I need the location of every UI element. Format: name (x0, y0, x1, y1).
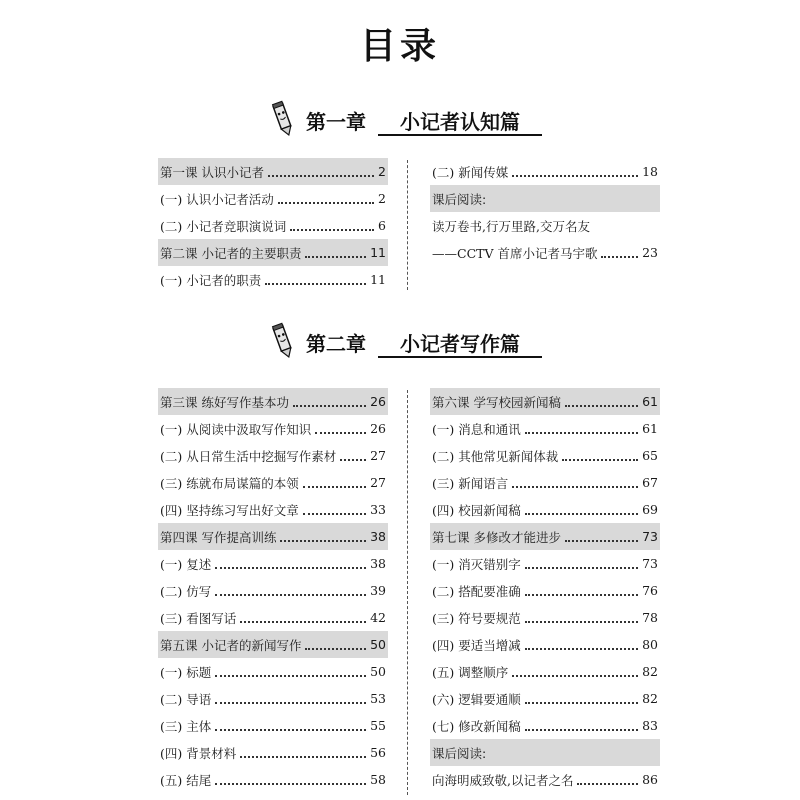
entry-page: 83 (642, 718, 658, 733)
entry-title: (一) 复述 (160, 556, 212, 572)
entry-title: 第一课 认识小记者 (160, 164, 264, 180)
toc-entry-lesson[interactable] (158, 239, 388, 266)
toc-entry[interactable] (158, 739, 388, 766)
chapter-name: 小记者认知篇 (400, 110, 520, 134)
column-divider (407, 160, 408, 290)
chapter-underline (378, 356, 542, 358)
entry-title: (三) 练就布局谋篇的本领 (160, 475, 299, 491)
toc-entry[interactable] (430, 469, 660, 496)
entry-page: 38 (370, 556, 386, 571)
column-divider (407, 390, 408, 795)
entry-title: (二) 搭配要准确 (432, 583, 521, 599)
toc-entry[interactable] (430, 239, 660, 266)
entry-title: (三) 主体 (160, 718, 212, 734)
chapter-number: 第二章 (306, 332, 366, 356)
chapter-name: 小记者写作篇 (400, 332, 520, 356)
after-class-reading-label (430, 739, 660, 766)
entry-title: (四) 校园新闻稿 (432, 502, 521, 518)
toc-entry-lesson[interactable] (430, 523, 660, 550)
entry-page: 23 (642, 245, 658, 260)
entry-title: (二) 新闻传媒 (432, 164, 509, 180)
toc-entry[interactable] (430, 550, 660, 577)
entry-page: 73 (642, 529, 658, 544)
entry-page: 56 (370, 745, 386, 760)
entry-page: 11 (370, 245, 386, 260)
entry-title: (二) 其他常见新闻体裁 (432, 448, 559, 464)
entry-page: 33 (370, 502, 386, 517)
entry-page: 50 (370, 664, 386, 679)
entry-title: (四) 要适当增减 (432, 637, 521, 653)
entry-page: 6 (378, 218, 386, 233)
entry-page: 73 (642, 556, 658, 571)
entry-title: (一) 消息和通讯 (432, 421, 521, 437)
entry-title: (一) 标题 (160, 664, 212, 680)
entry-page: 58 (370, 772, 386, 787)
toc-entry[interactable] (158, 442, 388, 469)
entry-title: (五) 调整顺序 (432, 664, 509, 680)
entry-page: 80 (642, 637, 658, 652)
toc-entry[interactable] (158, 185, 388, 212)
entry-page: 38 (370, 529, 386, 544)
toc-entry[interactable] (158, 212, 388, 239)
entry-title: (一) 消灭错别字 (432, 556, 521, 572)
toc-entry[interactable] (158, 577, 388, 604)
toc-entry[interactable] (430, 158, 660, 185)
after-class-reading-label (430, 185, 660, 212)
entry-page: 69 (642, 502, 658, 517)
toc-entry[interactable] (430, 766, 660, 793)
toc-entry[interactable] (430, 685, 660, 712)
entry-page: 27 (370, 448, 386, 463)
page-title: 目录 (359, 26, 440, 67)
entry-title: 课后阅读: (432, 191, 487, 207)
toc-entry[interactable] (430, 604, 660, 631)
toc-entry[interactable] (158, 415, 388, 442)
toc-entry-text[interactable] (430, 212, 660, 239)
entry-title: (六) 逻辑要通顺 (432, 691, 521, 707)
entry-page: 42 (370, 610, 386, 625)
entry-title: (一) 小记者的职责 (160, 272, 262, 288)
entry-page: 2 (378, 191, 386, 206)
entry-title: (一) 从阅读中汲取写作知识 (160, 421, 312, 437)
toc-entry[interactable] (158, 496, 388, 523)
toc-entry[interactable] (430, 631, 660, 658)
chapter-2-header (268, 322, 548, 360)
toc-entry[interactable] (158, 469, 388, 496)
entry-title: (二) 从日常生活中挖掘写作素材 (160, 448, 337, 464)
entry-title: 课后阅读: (432, 745, 487, 761)
chapter-2-right-column (430, 388, 660, 793)
entry-title: 第六课 学写校园新闻稿 (432, 394, 561, 410)
pencil-mascot-icon (268, 322, 298, 360)
chapter-2-left-column (158, 388, 388, 793)
chapter-number: 第一章 (306, 110, 366, 134)
entry-title: 第二课 小记者的主要职责 (160, 245, 302, 261)
toc-entry[interactable] (430, 658, 660, 685)
entry-page: 39 (370, 583, 386, 598)
toc-entry[interactable] (158, 712, 388, 739)
entry-title: 第三课 练好写作基本功 (160, 394, 289, 410)
toc-entry[interactable] (158, 604, 388, 631)
entry-page: 65 (642, 448, 658, 463)
pencil-mascot-icon (268, 100, 298, 138)
toc-entry[interactable] (430, 442, 660, 469)
entry-page: 55 (370, 718, 386, 733)
entry-title: 第五课 小记者的新闻写作 (160, 637, 302, 653)
entry-title: (二) 小记者竞职演说词 (160, 218, 287, 234)
entry-title: (七) 修改新闻稿 (432, 718, 521, 734)
toc-entry[interactable] (430, 577, 660, 604)
toc-entry-lesson[interactable] (158, 523, 388, 550)
entry-title: (四) 坚持练习写出好文章 (160, 502, 299, 518)
entry-page: 76 (642, 583, 658, 598)
entry-title: (五) 结尾 (160, 772, 212, 788)
entry-page: 26 (370, 421, 386, 436)
entry-title: (一) 认识小记者活动 (160, 191, 274, 207)
entry-title: (三) 看图写话 (160, 610, 237, 626)
toc-entry[interactable] (430, 496, 660, 523)
entry-title: (三) 新闻语言 (432, 475, 509, 491)
entry-title: (三) 符号要规范 (432, 610, 521, 626)
chapter-1-left-column (158, 158, 388, 293)
entry-page: 53 (370, 691, 386, 706)
entry-page: 2 (378, 164, 386, 179)
toc-entry[interactable] (158, 685, 388, 712)
entry-page: 61 (642, 421, 658, 436)
toc-entry-lesson[interactable] (158, 388, 388, 415)
entry-page: 82 (642, 664, 658, 679)
entry-page: 27 (370, 475, 386, 490)
entry-page: 11 (370, 272, 386, 287)
entry-title: (四) 背景材料 (160, 745, 237, 761)
toc-entry[interactable] (158, 766, 388, 793)
entry-title: (二) 仿写 (160, 583, 212, 599)
toc-entry-lesson[interactable] (430, 388, 660, 415)
entry-title: (二) 导语 (160, 691, 212, 707)
entry-page: 26 (370, 394, 386, 409)
toc-entry[interactable] (158, 266, 388, 293)
toc-entry[interactable] (430, 712, 660, 739)
entry-title: 第四课 写作提高训练 (160, 529, 277, 545)
entry-page: 86 (642, 772, 658, 787)
toc-entry-lesson[interactable] (158, 631, 388, 658)
entry-page: 61 (642, 394, 658, 409)
chapter-underline (378, 134, 542, 136)
entry-page: 82 (642, 691, 658, 706)
toc-entry[interactable] (158, 658, 388, 685)
entry-page: 67 (642, 475, 658, 490)
toc-entry[interactable] (158, 550, 388, 577)
toc-entry[interactable] (430, 415, 660, 442)
toc-entry-lesson[interactable] (158, 158, 388, 185)
entry-page: 78 (642, 610, 658, 625)
entry-title: 向海明威致敬,以记者之名 (432, 772, 574, 788)
entry-page: 18 (642, 164, 658, 179)
entry-page: 50 (370, 637, 386, 652)
chapter-1-header (268, 100, 548, 138)
chapter-1-right-column (430, 158, 660, 266)
entry-title: 第七课 多修改才能进步 (432, 529, 561, 545)
entry-title: 读万卷书,行万里路,交万名友 (432, 218, 590, 234)
entry-title: ——CCTV 首席小记者马宇歌 (432, 245, 598, 261)
